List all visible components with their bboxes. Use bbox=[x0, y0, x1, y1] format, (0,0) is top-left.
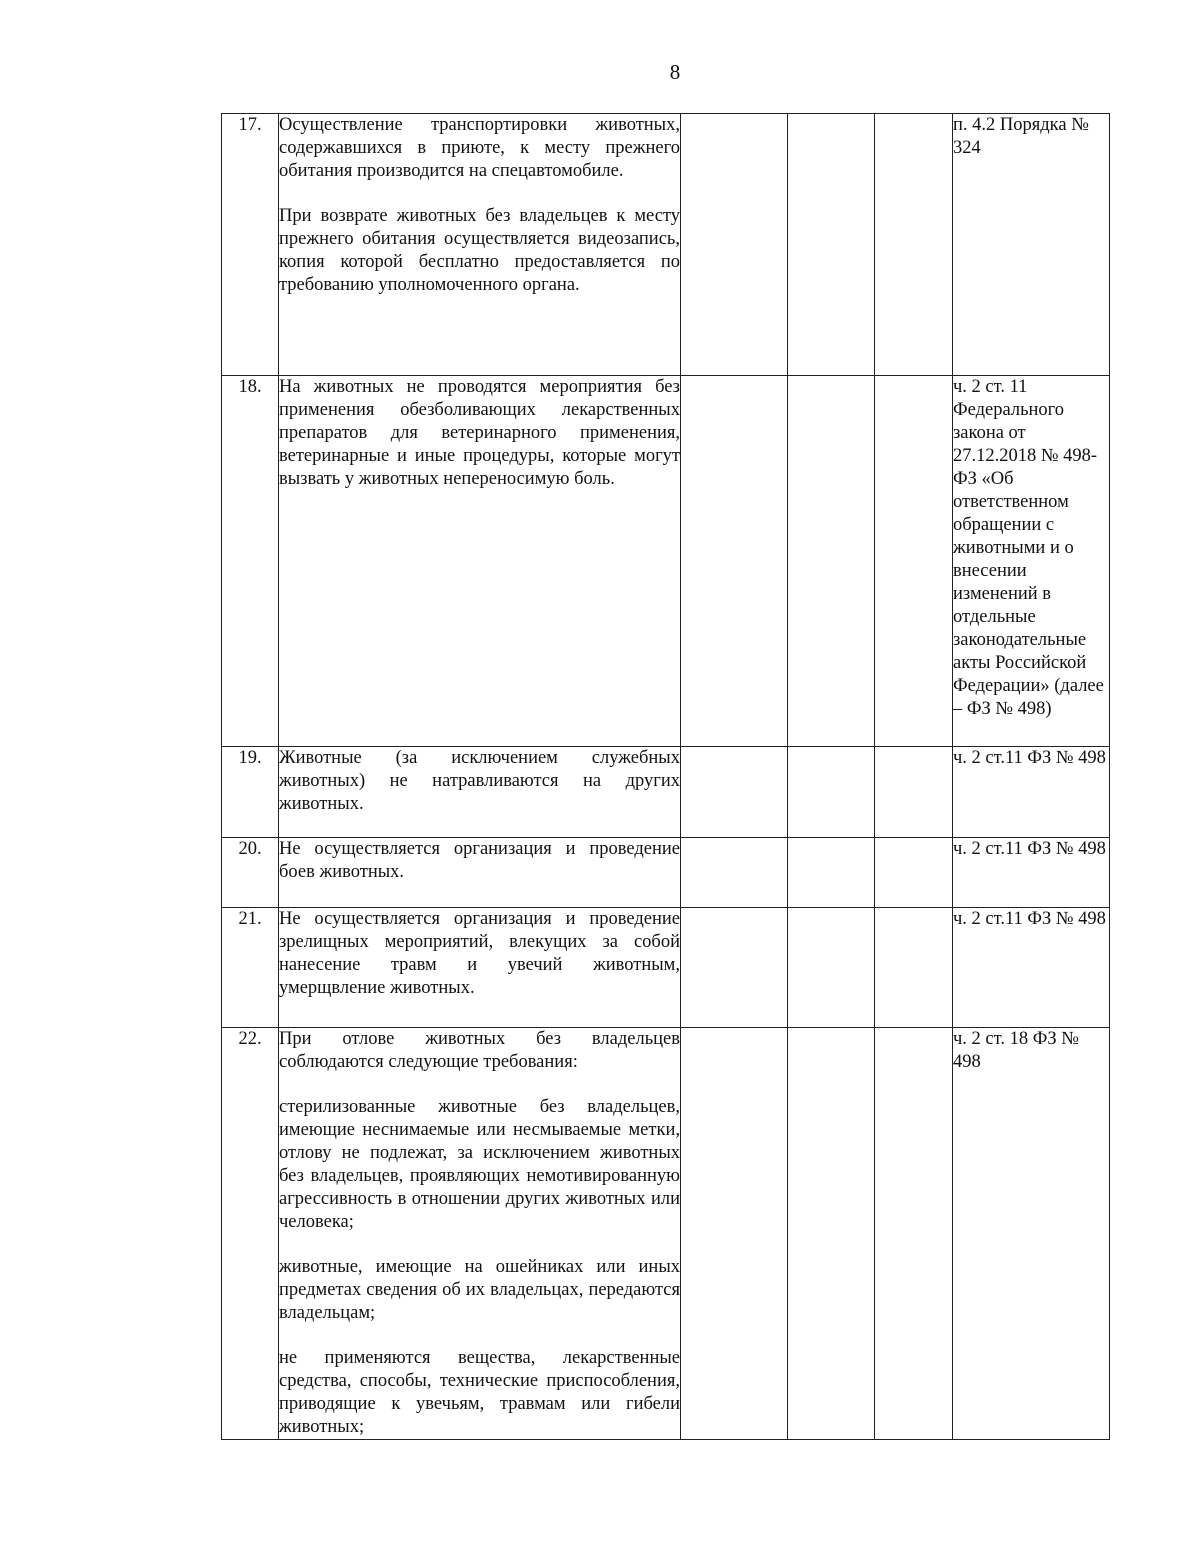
answer-yes-cell bbox=[681, 114, 788, 376]
requirement-paragraph: При отлове животных без владельцев соблюдаются следующие требования: bbox=[279, 1029, 680, 1072]
legal-reference-cell: п. 4.2 Порядка № 324 bbox=[953, 114, 1110, 376]
table-row bbox=[222, 747, 1110, 838]
requirement-cell bbox=[279, 747, 681, 838]
answer-no-cell bbox=[788, 376, 875, 747]
requirement-paragraph: стерилизованные животные без владельцев, имеющие неснимаемые или несмываемые метки, отлову не подлежат, за исключением животных без владельцев, проявляющих немотивированную агрессивность в отношении других животных или человека; bbox=[279, 1097, 680, 1232]
answer-no-cell bbox=[788, 114, 875, 376]
legal-reference-cell: ч. 2 ст.11 ФЗ № 498 bbox=[953, 838, 1110, 908]
answer-yes-cell bbox=[681, 376, 788, 747]
legal-reference-cell: ч. 2 ст.11 ФЗ № 498 bbox=[953, 908, 1110, 1028]
answer-yes-cell bbox=[681, 747, 788, 838]
table-row bbox=[222, 1028, 1110, 1440]
answer-yes-cell bbox=[681, 1028, 788, 1440]
answer-na-cell bbox=[875, 376, 953, 747]
row-number: 18. bbox=[222, 376, 279, 747]
requirement-cell bbox=[279, 838, 681, 908]
requirement-cell bbox=[279, 376, 681, 747]
answer-na-cell bbox=[875, 908, 953, 1028]
page-number: 8 bbox=[669, 60, 681, 84]
row-number: 17. bbox=[222, 114, 279, 376]
answer-no-cell bbox=[788, 908, 875, 1028]
requirement-paragraph: Животные (за исключением служебных животных) не натравливаются на других животных. bbox=[279, 748, 680, 814]
requirement-cell bbox=[279, 908, 681, 1028]
answer-na-cell bbox=[875, 1028, 953, 1440]
answer-na-cell bbox=[875, 838, 953, 908]
row-number: 22. bbox=[222, 1028, 279, 1440]
row-number: 21. bbox=[222, 908, 279, 1028]
requirement-cell bbox=[279, 1028, 681, 1440]
requirement-paragraph: Не осуществляется организация и проведение зрелищных мероприятий, влекущих за собой нанесение травм и увечий животным, умерщвление животных. bbox=[279, 909, 680, 998]
requirement-cell bbox=[279, 114, 681, 376]
answer-na-cell bbox=[875, 114, 953, 376]
requirement-paragraph: не применяются вещества, лекарственные средства, способы, технические приспособления, приводящие к увечьям, травмам или гибели животных; bbox=[279, 1348, 680, 1437]
legal-reference-cell: ч. 2 ст.11 ФЗ № 498 bbox=[953, 747, 1110, 838]
answer-yes-cell bbox=[681, 908, 788, 1028]
requirement-paragraph: Осуществление транспортировки животных, содержавшихся в приюте, к месту прежнего обитания производится на спецавтомобиле. bbox=[279, 115, 680, 181]
requirements-table bbox=[221, 113, 1110, 1440]
legal-reference-cell: ч. 2 ст. 11 Федерального закона от 27.12.2018 № 498-ФЗ «Об ответственном обращении с животными и о внесении изменений в отдельные законодательные акты Российской Федерации» (далее – ФЗ № 498) bbox=[953, 376, 1110, 747]
table-row bbox=[222, 376, 1110, 747]
answer-no-cell bbox=[788, 747, 875, 838]
row-number: 20. bbox=[222, 838, 279, 908]
table-row bbox=[222, 838, 1110, 908]
legal-reference-cell: ч. 2 ст. 18 ФЗ № 498 bbox=[953, 1028, 1110, 1440]
table-row bbox=[222, 908, 1110, 1028]
answer-no-cell bbox=[788, 1028, 875, 1440]
requirement-paragraph: При возврате животных без владельцев к месту прежнего обитания осуществляется видеозапись, копия которой бесплатно предоставляется по требованию уполномоченного органа. bbox=[279, 206, 680, 295]
requirement-paragraph: На животных не проводятся мероприятия без применения обезболивающих лекарственных препаратов для ветеринарного применения, ветеринарные и иные процедуры, которые могут вызвать у животных непереносимую боль. bbox=[279, 377, 680, 489]
table-row bbox=[222, 114, 1110, 376]
answer-na-cell bbox=[875, 747, 953, 838]
requirement-paragraph: животные, имеющие на ошейниках или иных предметах сведения об их владельцах, передаются владельцам; bbox=[279, 1257, 680, 1323]
row-number: 19. bbox=[222, 747, 279, 838]
answer-no-cell bbox=[788, 838, 875, 908]
requirement-paragraph: Не осуществляется организация и проведение боев животных. bbox=[279, 839, 680, 882]
answer-yes-cell bbox=[681, 838, 788, 908]
